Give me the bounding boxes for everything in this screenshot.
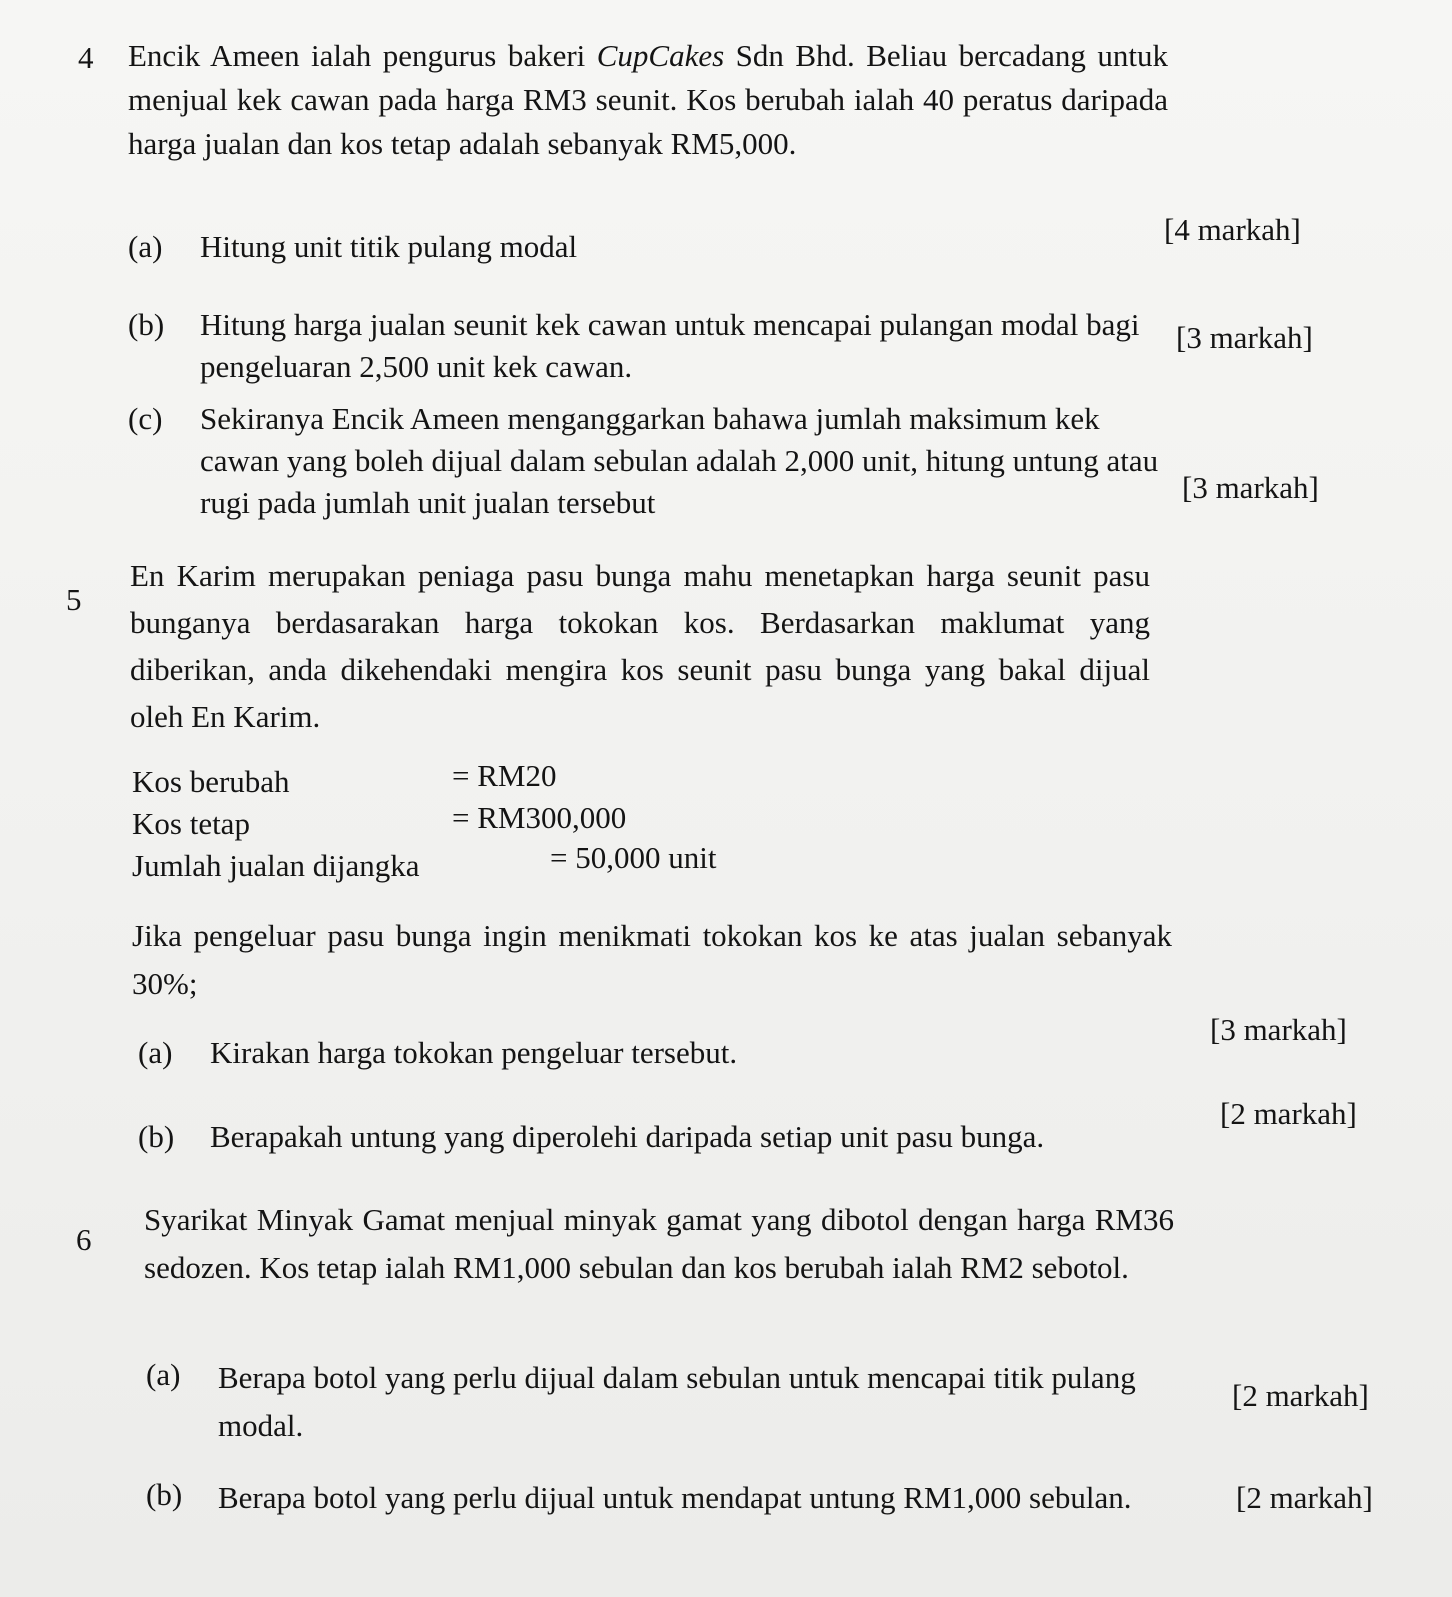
question-5-stem: En Karim merupakan peniaga pasu bunga mahu menetapkan harga seunit pasu bunganya berdasarakan harga tokokan kos. Berdasarkan maklumat yang diberikan, anda dikehendaki mengira kos seunit pasu bunga yang bakal dijual oleh En Karim. [130, 558, 1150, 734]
question-5a-marks: [3 markah] [1210, 1012, 1347, 1047]
question-4-stem [128, 34, 1168, 166]
part-label: (a) [146, 1357, 181, 1392]
data-value-jumlah-jualan: = 50,000 unit [550, 840, 717, 875]
part-text: Hitung harga jualan seunit kek cawan untuk mencapai pulangan modal bagi pengeluaran 2,500 unit kek cawan. [200, 307, 1140, 384]
question-5-number: 5 [66, 582, 82, 617]
company-name: CupCakes [596, 38, 725, 73]
data-label-kos-berubah: Kos berubah [132, 764, 290, 799]
question-5b-marks: [2 markah] [1220, 1096, 1357, 1131]
part-label: (b) [146, 1477, 183, 1512]
question-4-stem-pre: Encik Ameen ialah pengurus bakeri [128, 38, 597, 73]
question-4-stem-post: Sdn Bhd. Beliau bercadang untuk menjual kek cawan pada harga RM3 seunit. Kos berubah ialah 40 peratus daripada harga jualan dan kos tetap adalah sebanyak RM5,000. [128, 38, 1168, 161]
data-label-jumlah-jualan: Jumlah jualan dijangka [132, 848, 420, 883]
part-text: Hitung unit titik pulang modal [200, 229, 578, 264]
part-label: (c) [128, 401, 163, 436]
question-4b-marks: [3 markah] [1176, 320, 1313, 355]
question-6-stem: Syarikat Minyak Gamat menjual minyak gamat yang dibotol dengan harga RM36 sedozen. Kos tetap ialah RM1,000 sebulan dan kos berubah ialah RM2 sebotol. [144, 1202, 1174, 1285]
part-label: (b) [128, 307, 165, 342]
part-text: Kirakan harga tokokan pengeluar tersebut. [210, 1035, 738, 1070]
question-4c-marks: [3 markah] [1182, 470, 1319, 505]
part-label: (a) [138, 1035, 173, 1070]
data-value-kos-tetap: = RM300,000 [452, 800, 627, 835]
part-label: (a) [128, 229, 163, 264]
data-value-kos-berubah: = RM20 [452, 758, 557, 793]
part-text: Sekiranya Encik Ameen menganggarkan bahawa jumlah maksimum kek cawan yang boleh dijual dalam sebulan adalah 2,000 unit, hitung untung atau rugi pada jumlah unit jualan tersebut [200, 401, 1159, 520]
question-4a-marks: [4 markah] [1164, 212, 1301, 247]
question-6-number: 6 [76, 1222, 92, 1257]
part-text: Berapa botol yang perlu dijual dalam sebulan untuk mencapai titik pulang modal. [218, 1360, 1136, 1443]
data-label-kos-tetap: Kos tetap [132, 806, 250, 841]
part-text: Berapakah untung yang diperolehi daripada setiap unit pasu bunga. [210, 1119, 1045, 1154]
part-label: (b) [138, 1119, 175, 1154]
question-6a-marks: [2 markah] [1232, 1378, 1369, 1413]
question-4-number: 4 [78, 40, 94, 75]
question-5-condition: Jika pengeluar pasu bunga ingin menikmati tokokan kos ke atas jualan sebanyak 30%; [132, 918, 1172, 1001]
part-text: Berapa botol yang perlu dijual untuk mendapat untung RM1,000 sebulan. [218, 1480, 1132, 1515]
question-6b-marks: [2 markah] [1236, 1480, 1373, 1515]
